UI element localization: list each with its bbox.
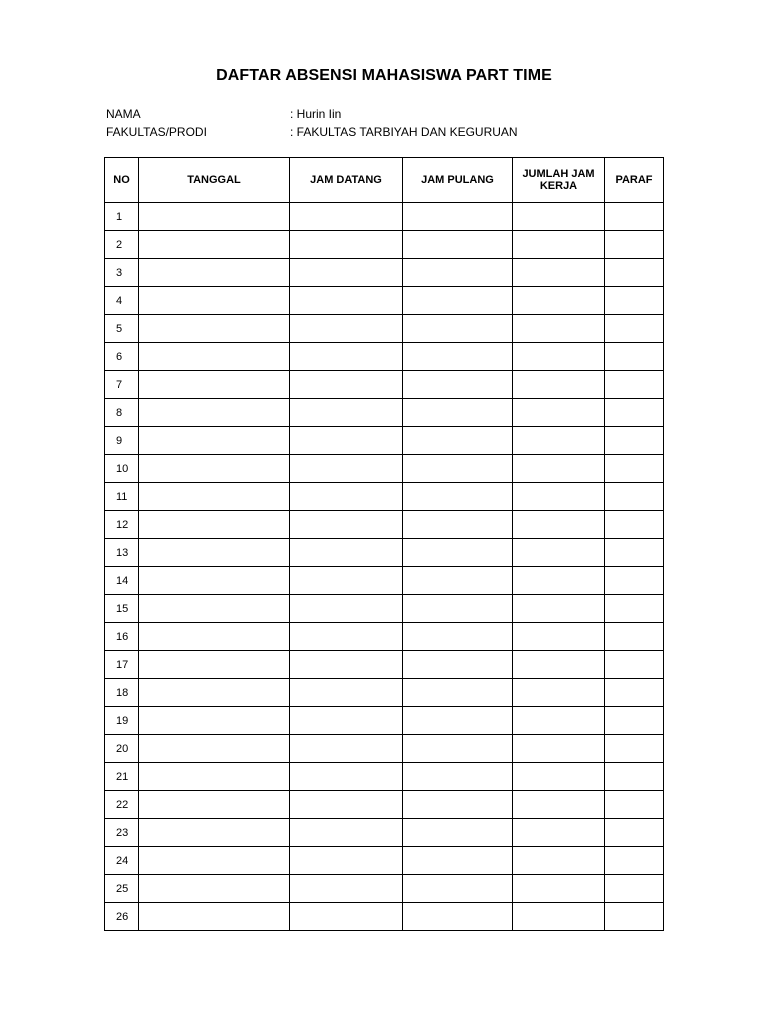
row-number: 3 xyxy=(105,259,139,287)
paraf-cell xyxy=(605,231,664,259)
table-row xyxy=(105,539,664,567)
row-number: 11 xyxy=(105,483,139,511)
jam-pulang-cell xyxy=(403,287,513,315)
jumlah-jam-kerja-cell xyxy=(513,651,605,679)
tanggal-cell xyxy=(139,371,290,399)
row-number: 24 xyxy=(105,847,139,875)
jam-datang-cell xyxy=(290,315,403,343)
paraf-cell xyxy=(605,623,664,651)
paraf-cell xyxy=(605,875,664,903)
tanggal-cell xyxy=(139,819,290,847)
paraf-cell xyxy=(605,847,664,875)
jam-pulang-cell xyxy=(403,203,513,231)
jam-datang-cell xyxy=(290,427,403,455)
jam-pulang-cell xyxy=(403,455,513,483)
jam-pulang-cell xyxy=(403,371,513,399)
jam-pulang-cell xyxy=(403,315,513,343)
tanggal-cell xyxy=(139,735,290,763)
student-info xyxy=(106,107,518,143)
jumlah-jam-kerja-cell xyxy=(513,791,605,819)
jam-datang-cell xyxy=(290,539,403,567)
table-row xyxy=(105,567,664,595)
jumlah-jam-kerja-cell xyxy=(513,847,605,875)
jam-pulang-cell xyxy=(403,259,513,287)
table-row xyxy=(105,623,664,651)
jam-datang-cell xyxy=(290,903,403,931)
jumlah-jam-kerja-cell xyxy=(513,511,605,539)
tanggal-cell xyxy=(139,315,290,343)
jam-pulang-cell xyxy=(403,623,513,651)
table-row xyxy=(105,707,664,735)
jam-datang-cell xyxy=(290,231,403,259)
tanggal-cell xyxy=(139,567,290,595)
page-title: DAFTAR ABSENSI MAHASISWA PART TIME xyxy=(216,67,552,84)
header-row xyxy=(105,158,664,203)
paraf-cell xyxy=(605,399,664,427)
paraf-cell xyxy=(605,567,664,595)
jumlah-jam-kerja-cell xyxy=(513,735,605,763)
table-row xyxy=(105,343,664,371)
jam-datang-cell xyxy=(290,707,403,735)
row-number: 23 xyxy=(105,819,139,847)
table-row xyxy=(105,903,664,931)
tanggal-cell xyxy=(139,539,290,567)
tanggal-cell xyxy=(139,231,290,259)
jam-pulang-cell xyxy=(403,511,513,539)
tanggal-cell xyxy=(139,763,290,791)
row-number: 19 xyxy=(105,707,139,735)
paraf-cell xyxy=(605,707,664,735)
paraf-cell xyxy=(605,539,664,567)
tanggal-cell xyxy=(139,343,290,371)
paraf-cell xyxy=(605,595,664,623)
paraf-cell xyxy=(605,819,664,847)
jam-datang-cell xyxy=(290,203,403,231)
paraf-cell xyxy=(605,427,664,455)
tanggal-cell xyxy=(139,399,290,427)
jumlah-jam-kerja-cell xyxy=(513,763,605,791)
tanggal-cell xyxy=(139,287,290,315)
row-number: 16 xyxy=(105,623,139,651)
tanggal-cell xyxy=(139,875,290,903)
row-number: 10 xyxy=(105,455,139,483)
jam-pulang-cell xyxy=(403,679,513,707)
jam-datang-cell xyxy=(290,259,403,287)
jam-pulang-cell xyxy=(403,763,513,791)
table-row xyxy=(105,763,664,791)
tanggal-cell xyxy=(139,707,290,735)
jam-pulang-cell xyxy=(403,903,513,931)
paraf-cell xyxy=(605,343,664,371)
header-jumlah-jam-kerja: JUMLAH JAM KERJA xyxy=(513,158,605,203)
paraf-cell xyxy=(605,903,664,931)
nama-row xyxy=(106,107,518,125)
table-row xyxy=(105,455,664,483)
jam-pulang-cell xyxy=(403,539,513,567)
header-jam-datang: JAM DATANG xyxy=(290,158,403,203)
table-row xyxy=(105,847,664,875)
paraf-cell xyxy=(605,791,664,819)
row-number: 15 xyxy=(105,595,139,623)
nama-value: : Hurin Iin xyxy=(290,107,342,121)
fakultas-label: FAKULTAS/PRODI xyxy=(106,125,207,139)
jam-datang-cell xyxy=(290,371,403,399)
jam-datang-cell xyxy=(290,483,403,511)
jumlah-jam-kerja-cell xyxy=(513,259,605,287)
table-row xyxy=(105,231,664,259)
paraf-cell xyxy=(605,651,664,679)
jumlah-jam-kerja-cell xyxy=(513,679,605,707)
jam-datang-cell xyxy=(290,455,403,483)
jumlah-jam-kerja-cell xyxy=(513,623,605,651)
tanggal-cell xyxy=(139,427,290,455)
table-row xyxy=(105,315,664,343)
table-row xyxy=(105,287,664,315)
jumlah-jam-kerja-cell xyxy=(513,371,605,399)
jumlah-jam-kerja-cell xyxy=(513,231,605,259)
row-number: 17 xyxy=(105,651,139,679)
jam-datang-cell xyxy=(290,567,403,595)
table-row xyxy=(105,651,664,679)
row-number: 4 xyxy=(105,287,139,315)
row-number: 5 xyxy=(105,315,139,343)
jam-datang-cell xyxy=(290,511,403,539)
jam-pulang-cell xyxy=(403,231,513,259)
tanggal-cell xyxy=(139,847,290,875)
table-row xyxy=(105,595,664,623)
table-row xyxy=(105,679,664,707)
jumlah-jam-kerja-cell xyxy=(513,819,605,847)
paraf-cell xyxy=(605,203,664,231)
jam-pulang-cell xyxy=(403,343,513,371)
row-number: 8 xyxy=(105,399,139,427)
row-number: 2 xyxy=(105,231,139,259)
row-number: 14 xyxy=(105,567,139,595)
jam-datang-cell xyxy=(290,791,403,819)
row-number: 6 xyxy=(105,343,139,371)
jumlah-jam-kerja-cell xyxy=(513,875,605,903)
row-number: 26 xyxy=(105,903,139,931)
tanggal-cell xyxy=(139,483,290,511)
table-row xyxy=(105,483,664,511)
jam-pulang-cell xyxy=(403,707,513,735)
jam-pulang-cell xyxy=(403,819,513,847)
paraf-cell xyxy=(605,679,664,707)
tanggal-cell xyxy=(139,903,290,931)
jam-pulang-cell xyxy=(403,791,513,819)
paraf-cell xyxy=(605,763,664,791)
fakultas-row xyxy=(106,125,518,143)
table-row xyxy=(105,875,664,903)
row-number: 25 xyxy=(105,875,139,903)
jumlah-jam-kerja-cell xyxy=(513,483,605,511)
table-row xyxy=(105,259,664,287)
paraf-cell xyxy=(605,259,664,287)
table-row xyxy=(105,791,664,819)
jumlah-jam-kerja-cell xyxy=(513,595,605,623)
jam-pulang-cell xyxy=(403,595,513,623)
nama-label: NAMA xyxy=(106,107,141,121)
jam-datang-cell xyxy=(290,399,403,427)
table-row xyxy=(105,399,664,427)
jam-datang-cell xyxy=(290,287,403,315)
row-number: 7 xyxy=(105,371,139,399)
fakultas-value: : FAKULTAS TARBIYAH DAN KEGURUAN xyxy=(290,125,518,139)
tanggal-cell xyxy=(139,651,290,679)
table-body xyxy=(105,203,664,931)
jam-datang-cell xyxy=(290,623,403,651)
jumlah-jam-kerja-cell xyxy=(513,427,605,455)
jam-datang-cell xyxy=(290,651,403,679)
jam-pulang-cell xyxy=(403,427,513,455)
paraf-cell xyxy=(605,371,664,399)
row-number: 22 xyxy=(105,791,139,819)
header-jam-pulang: JAM PULANG xyxy=(403,158,513,203)
jam-datang-cell xyxy=(290,343,403,371)
paraf-cell xyxy=(605,483,664,511)
paraf-cell xyxy=(605,455,664,483)
jam-pulang-cell xyxy=(403,399,513,427)
header-tanggal: TANGGAL xyxy=(139,158,290,203)
jam-datang-cell xyxy=(290,595,403,623)
tanggal-cell xyxy=(139,203,290,231)
tanggal-cell xyxy=(139,679,290,707)
jam-pulang-cell xyxy=(403,875,513,903)
row-number: 21 xyxy=(105,763,139,791)
jumlah-jam-kerja-cell xyxy=(513,287,605,315)
jumlah-jam-kerja-cell xyxy=(513,399,605,427)
tanggal-cell xyxy=(139,259,290,287)
tanggal-cell xyxy=(139,511,290,539)
jam-pulang-cell xyxy=(403,483,513,511)
jumlah-jam-kerja-cell xyxy=(513,343,605,371)
row-number: 12 xyxy=(105,511,139,539)
row-number: 20 xyxy=(105,735,139,763)
table-row xyxy=(105,735,664,763)
jumlah-jam-kerja-cell xyxy=(513,567,605,595)
table-row xyxy=(105,427,664,455)
jam-pulang-cell xyxy=(403,567,513,595)
table-row xyxy=(105,819,664,847)
tanggal-cell xyxy=(139,455,290,483)
attendance-table xyxy=(104,157,664,931)
jumlah-jam-kerja-cell xyxy=(513,903,605,931)
paraf-cell xyxy=(605,735,664,763)
row-number: 13 xyxy=(105,539,139,567)
row-number: 9 xyxy=(105,427,139,455)
paraf-cell xyxy=(605,315,664,343)
jam-pulang-cell xyxy=(403,651,513,679)
jam-datang-cell xyxy=(290,763,403,791)
paraf-cell xyxy=(605,287,664,315)
jam-pulang-cell xyxy=(403,847,513,875)
jumlah-jam-kerja-cell xyxy=(513,707,605,735)
jumlah-jam-kerja-cell xyxy=(513,203,605,231)
table-row xyxy=(105,371,664,399)
jumlah-jam-kerja-cell xyxy=(513,539,605,567)
tanggal-cell xyxy=(139,791,290,819)
jam-pulang-cell xyxy=(403,735,513,763)
jam-datang-cell xyxy=(290,875,403,903)
jumlah-jam-kerja-cell xyxy=(513,455,605,483)
header-paraf: PARAF xyxy=(605,158,664,203)
jam-datang-cell xyxy=(290,735,403,763)
tanggal-cell xyxy=(139,595,290,623)
tanggal-cell xyxy=(139,623,290,651)
jam-datang-cell xyxy=(290,847,403,875)
row-number: 18 xyxy=(105,679,139,707)
table-row xyxy=(105,511,664,539)
header-no: NO xyxy=(105,158,139,203)
jam-datang-cell xyxy=(290,679,403,707)
table-row xyxy=(105,203,664,231)
paraf-cell xyxy=(605,511,664,539)
jumlah-jam-kerja-cell xyxy=(513,315,605,343)
row-number: 1 xyxy=(105,203,139,231)
jam-datang-cell xyxy=(290,819,403,847)
